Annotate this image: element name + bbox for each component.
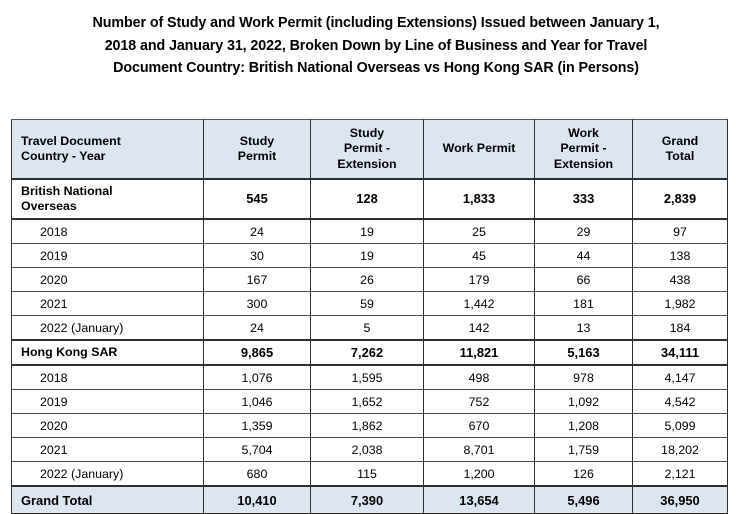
cell-work-permit: 1,200 [424, 462, 535, 487]
cell-grand-total: 36,950 [633, 486, 728, 514]
cell-study-permit-extension: 128 [311, 179, 424, 219]
table-row [12, 438, 728, 462]
column-header-grand-total-line-2: Total [665, 149, 695, 163]
table-row [12, 414, 728, 438]
row-label-year: 2019 [12, 244, 204, 268]
cell-work-permit-extension: 1,092 [535, 390, 633, 414]
cell-work-permit: 179 [424, 268, 535, 292]
cell-grand-total: 1,982 [633, 292, 728, 316]
cell-work-permit: 45 [424, 244, 535, 268]
cell-work-permit-extension: 1,208 [535, 414, 633, 438]
column-header-study-permit-extension [311, 120, 424, 180]
column-header-study-permit-extension-line-2: Permit - [343, 141, 391, 156]
cell-work-permit-extension: 126 [535, 462, 633, 487]
cell-work-permit: 142 [424, 316, 535, 341]
row-label-year: 2018 [12, 219, 204, 244]
cell-study-permit: 10,410 [204, 486, 311, 514]
cell-study-permit: 30 [204, 244, 311, 268]
data-table-container [11, 119, 727, 514]
row-label-grand-total: Grand Total [12, 486, 204, 514]
cell-work-permit-extension: 333 [535, 179, 633, 219]
table-header-row [12, 120, 728, 180]
cell-study-permit-extension: 1,862 [311, 414, 424, 438]
cell-study-permit: 24 [204, 316, 311, 341]
cell-work-permit-extension: 181 [535, 292, 633, 316]
row-label-year: 2018 [12, 365, 204, 390]
cell-study-permit: 24 [204, 219, 311, 244]
table-row [12, 219, 728, 244]
cell-grand-total: 184 [633, 316, 728, 341]
table-row [12, 316, 728, 341]
table-row-group-bno [12, 179, 728, 219]
cell-study-permit-extension: 115 [311, 462, 424, 487]
cell-work-permit: 11,821 [424, 340, 535, 365]
column-header-study-permit-extension-line-1: Study [349, 125, 385, 140]
row-label-bno-line-2: Overseas [21, 199, 77, 213]
cell-study-permit: 680 [204, 462, 311, 487]
table-row [12, 390, 728, 414]
cell-study-permit-extension: 5 [311, 316, 424, 341]
cell-work-permit: 13,654 [424, 486, 535, 514]
column-header-study-permit-line-1: Study [239, 133, 275, 148]
cell-study-permit: 545 [204, 179, 311, 219]
cell-study-permit-extension: 1,595 [311, 365, 424, 390]
row-label-year: 2021 [12, 292, 204, 316]
cell-work-permit-extension: 5,163 [535, 340, 633, 365]
page-title [28, 12, 724, 80]
cell-work-permit: 1,442 [424, 292, 535, 316]
table-row-grand-total [12, 486, 728, 514]
page-title-line-1: Number of Study and Work Permit (including Extensions) Issued between January 1, [92, 15, 660, 31]
row-label-year: 2022 (January) [12, 462, 204, 487]
column-header-work-permit-extension [535, 120, 633, 180]
table-row [12, 292, 728, 316]
cell-work-permit: 8,701 [424, 438, 535, 462]
cell-work-permit-extension: 44 [535, 244, 633, 268]
cell-study-permit-extension: 7,262 [311, 340, 424, 365]
column-header-study-permit-line-2: Permit [237, 149, 277, 163]
cell-study-permit-extension: 1,652 [311, 390, 424, 414]
cell-study-permit: 5,704 [204, 438, 311, 462]
column-header-work-permit-extension-line-2: Permit - [560, 141, 607, 156]
column-header-country-year-line-2: Country - Year [21, 149, 106, 163]
column-header-grand-total-line-1: Grand [661, 133, 699, 148]
table-row [12, 268, 728, 292]
cell-study-permit-extension: 19 [311, 219, 424, 244]
cell-study-permit: 1,076 [204, 365, 311, 390]
cell-study-permit-extension: 2,038 [311, 438, 424, 462]
cell-work-permit: 25 [424, 219, 535, 244]
cell-study-permit: 300 [204, 292, 311, 316]
cell-grand-total: 4,147 [633, 365, 728, 390]
column-header-country-year-line-1: Travel Document [21, 133, 121, 148]
cell-study-permit: 1,359 [204, 414, 311, 438]
cell-grand-total: 2,839 [633, 179, 728, 219]
row-label-year: 2019 [12, 390, 204, 414]
cell-work-permit-extension: 66 [535, 268, 633, 292]
page-title-line-3: Document Country: British National Overseas vs Hong Kong SAR (in Persons) [113, 60, 639, 76]
row-label-bno [12, 179, 204, 219]
cell-work-permit-extension: 29 [535, 219, 633, 244]
column-header-study-permit-extension-line-3: Extension [337, 156, 397, 171]
permits-data-table [11, 119, 728, 514]
cell-work-permit-extension: 1,759 [535, 438, 633, 462]
column-header-work-permit [424, 120, 535, 180]
cell-work-permit: 1,833 [424, 179, 535, 219]
row-label-hksar: Hong Kong SAR [12, 340, 204, 365]
row-label-year: 2021 [12, 438, 204, 462]
cell-grand-total: 438 [633, 268, 728, 292]
table-row [12, 365, 728, 390]
cell-grand-total: 34,111 [633, 340, 728, 365]
cell-grand-total: 138 [633, 244, 728, 268]
cell-study-permit-extension: 26 [311, 268, 424, 292]
table-header [12, 120, 728, 180]
table-row [12, 244, 728, 268]
column-header-study-permit [204, 120, 311, 180]
cell-work-permit: 670 [424, 414, 535, 438]
cell-study-permit: 1,046 [204, 390, 311, 414]
page-title-line-2: 2018 and January 31, 2022, Broken Down by Line of Business and Year for Travel [104, 37, 648, 54]
cell-study-permit: 9,865 [204, 340, 311, 365]
column-header-grand-total [633, 120, 728, 180]
column-header-work-permit-extension-line-3: Extension [553, 156, 614, 171]
cell-grand-total: 18,202 [633, 438, 728, 462]
row-label-bno-line-1: British National [21, 183, 113, 198]
cell-study-permit-extension: 59 [311, 292, 424, 316]
cell-work-permit-extension: 13 [535, 316, 633, 341]
cell-work-permit-extension: 978 [535, 365, 633, 390]
row-label-year: 2020 [12, 414, 204, 438]
cell-work-permit-extension: 5,496 [535, 486, 633, 514]
table-body [12, 179, 728, 514]
cell-grand-total: 2,121 [633, 462, 728, 487]
table-row-group-hksar [12, 340, 728, 365]
column-header-work-permit-extension-line-1: Work [568, 125, 599, 140]
cell-study-permit-extension: 19 [311, 244, 424, 268]
row-label-year: 2022 (January) [12, 316, 204, 341]
column-header-work-permit-line-1: Work Permit [442, 141, 516, 156]
cell-work-permit: 498 [424, 365, 535, 390]
row-label-year: 2020 [12, 268, 204, 292]
cell-study-permit-extension: 7,390 [311, 486, 424, 514]
cell-work-permit: 752 [424, 390, 535, 414]
table-row [12, 462, 728, 487]
cell-grand-total: 5,099 [633, 414, 728, 438]
cell-grand-total: 4,542 [633, 390, 728, 414]
column-header-country-year [12, 120, 204, 180]
cell-study-permit: 167 [204, 268, 311, 292]
cell-grand-total: 97 [633, 219, 728, 244]
